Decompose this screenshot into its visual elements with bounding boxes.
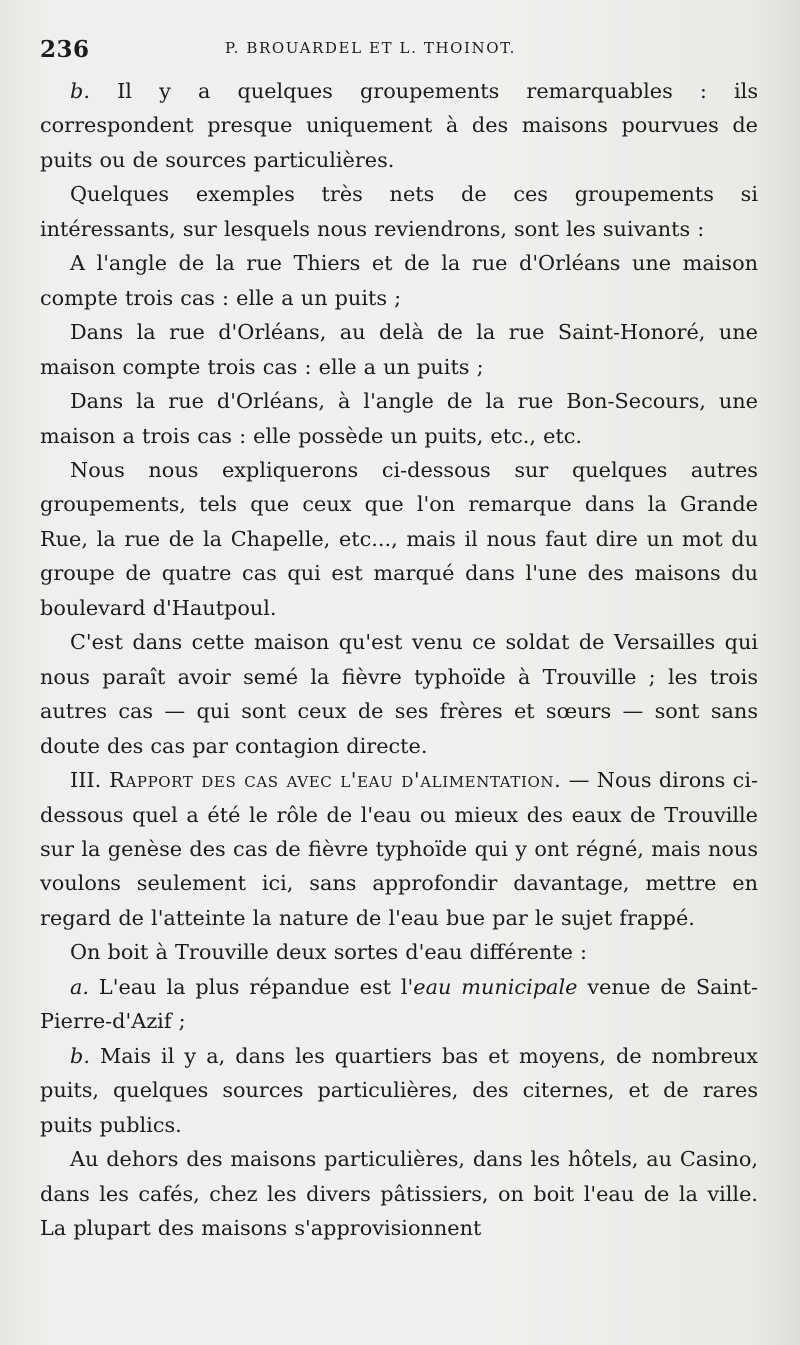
running-head: P. BROUARDEL ET L. THOINOT. <box>225 39 516 57</box>
paragraph-1-text: Il y a quelques groupements remarquables : ils correspondent presque uniquement à des maisons pourvues de puits ou de sources particulières. <box>40 79 758 172</box>
paragraph-10-text-after: venue de Saint-Pierre-d'Azif ; <box>40 974 759 1034</box>
page-number: 236 <box>40 36 90 63</box>
body-text <box>40 74 758 1245</box>
paragraph-9: On boit à Trouville deux sortes d'eau différente : <box>70 940 588 965</box>
paragraph-2: Quelques exemples très nets de ces groupements si intéressants, sur lesquels nous reviendrons, sont les suivants : <box>40 182 758 241</box>
paragraph-1 <box>40 74 758 177</box>
paragraph-7: C'est dans cette maison qu'est venu ce soldat de Versailles qui nous paraît avoir semé la fièvre typhoïde à Trouville ; les trois autres cas — qui sont ceux de ses frères et sœurs — sont sans doute des cas par contagion directe. <box>40 630 758 758</box>
paragraph-5: Dans la rue d'Orléans, à l'angle de la rue Bon-Secours, une maison a trois cas : elle possède un puits, etc., etc. <box>40 389 758 448</box>
section-paragraph-text: — Nous dirons ci-dessous quel a été le rôle de l'eau ou mieux des eaux de Trouville sur la genèse des cas de fièvre typhoïde qui y ont régné, mais nous voulons seulement ici, sans approfondir davantage, mettre en regard de l'atteinte la nature de l'eau bue par le sujet frappé. <box>40 768 758 930</box>
emphasis-eau-municipale: eau municipale <box>413 974 578 999</box>
paragraph-4: Dans la rue d'Orléans, au delà de la rue Saint-Honoré, une maison compte trois cas : elle a un puits ; <box>40 320 758 379</box>
paragraph-12: Au dehors des maisons particulières, dans les hôtels, au Casino, dans les cafés, chez les divers pâtissiers, on boit l'eau de la ville. La plupart des maisons s'approvisionnent <box>40 1147 758 1240</box>
paragraph-11 <box>40 1039 758 1142</box>
list-marker-a: a. <box>70 974 90 999</box>
list-marker-b: b. <box>70 79 90 103</box>
list-marker-b-second: b. <box>70 1043 90 1068</box>
section-heading: Rapport des cas avec l'eau d'alimentation. <box>101 768 562 793</box>
paragraph-10 <box>40 970 758 1039</box>
page-header <box>40 30 758 74</box>
section-numeral: III. <box>70 768 102 793</box>
paragraph-6: Nous nous expliquerons ci-dessous sur quelques autres groupements, tels que ceux que l'on remarque dans la Grande Rue, la rue de la Chapelle, etc..., mais il nous faut dire un mot du groupe de quatre cas qui est marqué dans l'une des maisons du boulevard d'Hautpoul. <box>40 457 758 620</box>
section-paragraph-iii <box>40 763 758 935</box>
paragraph-10-text-before: L'eau la plus répandue est l' <box>89 974 414 999</box>
paragraph-11-text: Mais il y a, dans les quartiers bas et moyens, de nombreux puits, quelques sources particulières, des citernes, et de rares puits publics. <box>40 1043 758 1137</box>
paragraph-3: A l'angle de la rue Thiers et de la rue d'Orléans une maison compte trois cas : elle a un puits ; <box>40 251 758 310</box>
